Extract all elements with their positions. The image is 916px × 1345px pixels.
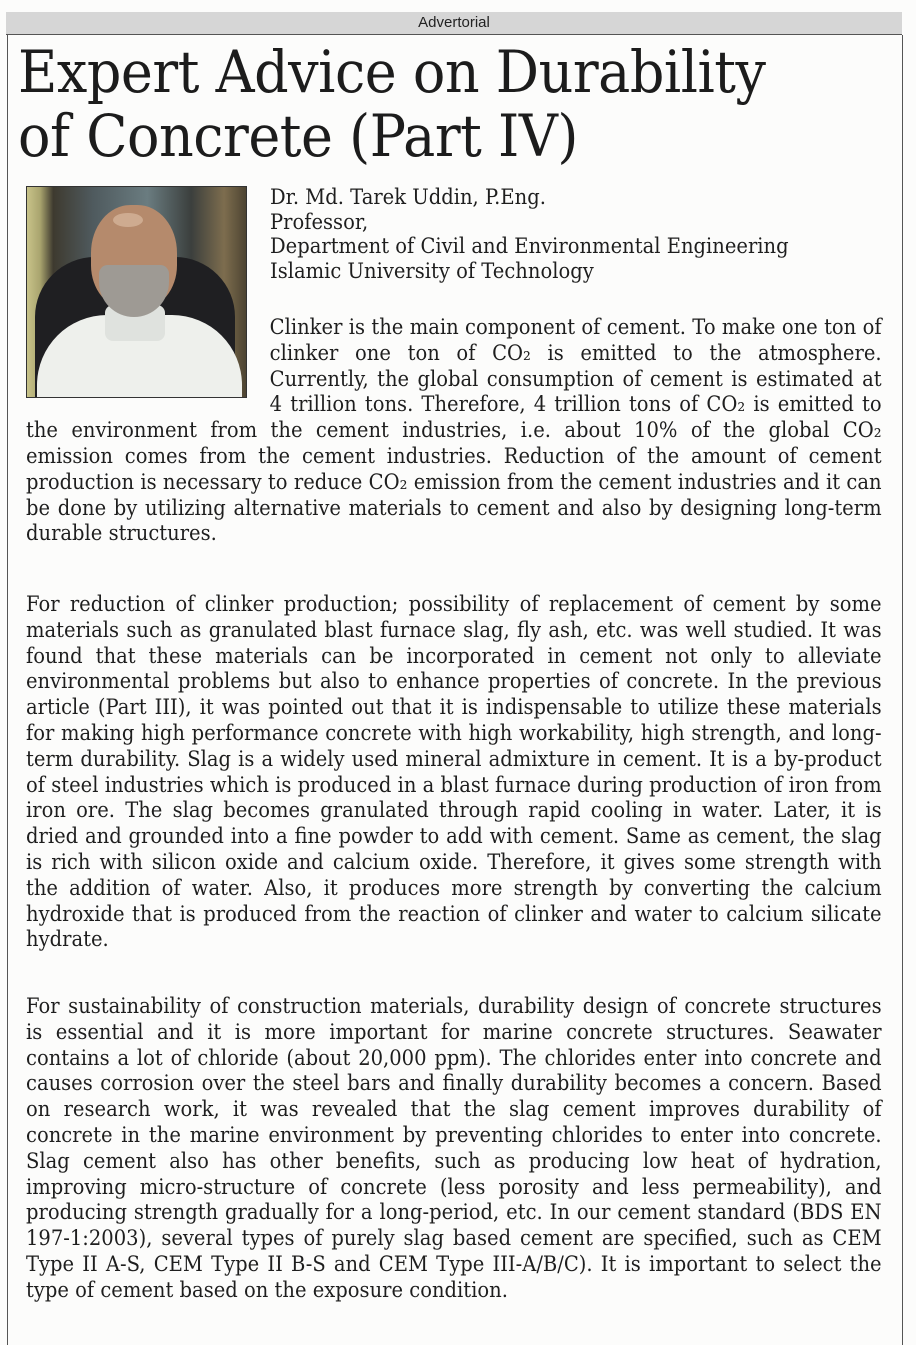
author-byline	[270, 185, 856, 283]
author-department: Department of Civil and Environmental Engineering	[270, 234, 789, 258]
paragraph-2: For reduction of clinker production; possibility of replacement of cement by some materials such as granulated blast furnace slag, fly ash, etc. was well studied. It was found that these materials can be incorporated in cement not only to alleviate environmental problems but also to enhance properties of concrete. In the previous article (Part III), it was pointed out that it is indispensable to utilize these materials for making high performance concrete with high workability, high strength, and long-term durability. Slag is a widely used mineral admixture in cement. It is a by-product of steel industries which is produced in a blast furnace during production of iron from iron ore. The slag becomes granulated through rapid cooling in water. Later, it is dried and grounded into a fine powder to add with cement. Same as cement, the slag is rich with silicon oxide and calcium oxide. Therefore, it gives some strength with the addition of water. Also, it produces more strength by converting the calcium hydroxide that is produced from the reaction of clinker and water to calcium silicate hydrate.	[26, 592, 882, 952]
title-line-1: Expert Advice on Durability	[18, 38, 766, 106]
paragraph-1: Clinker is the main component of cement. To make one ton of clinker one ton of CO₂ is emitted to the atmosphere. Currently, the global consumption of cement is estimated at 4 trillion tons. Therefore, 4 trillion tons of CO₂ is emitted to the environment from the cement industries, i.e. about 10% of the global CO₂ emission comes from the cement industries. Reduction of the amount of cement production is necessary to reduce CO₂ emission from the cement industries and it can be done by utilizing alternative materials to cement and also by designing long-term durable structures.	[26, 315, 882, 546]
author-name: Dr. Md. Tarek Uddin, P.Eng.	[270, 185, 546, 209]
paragraph-3-container	[26, 994, 882, 1304]
advertorial-banner: Advertorial	[6, 12, 902, 35]
author-institution: Islamic University of Technology	[270, 258, 594, 283]
paragraph-3: For sustainability of construction materials, durability design of concrete structures is essential and it is more important for marine concrete structures. Seawater contains a lot of chloride (about 20,000 ppm). The chlorides enter into concrete and causes corrosion over the steel bars and finally durability becomes a concern. Based on research work, it was revealed that the slag cement improves durability of concrete in the marine environment by preventing chlorides to enter into concrete. Slag cement also has other benefits, such as producing low heat of hydration, improving micro-structure of concrete (less porosity and less permeability), and producing strength gradually for a long-period, etc. In our cement standard (BDS EN 197-1:2003), several types of purely slag based cement are specified, such as CEM Type II A-S, CEM Type II B-S and CEM Type III-A/B/C). It is important to select the type of cement based on the exposure condition.	[26, 994, 882, 1302]
paragraph-1-container	[26, 315, 882, 547]
photo-highlight-shape	[113, 213, 143, 227]
title-line-2: of Concrete (Part IV)	[18, 102, 578, 170]
article-title	[18, 40, 836, 168]
paragraph-2-container	[26, 592, 882, 953]
photo-wrap-spacer	[26, 315, 270, 412]
author-position: Professor,	[270, 209, 369, 234]
